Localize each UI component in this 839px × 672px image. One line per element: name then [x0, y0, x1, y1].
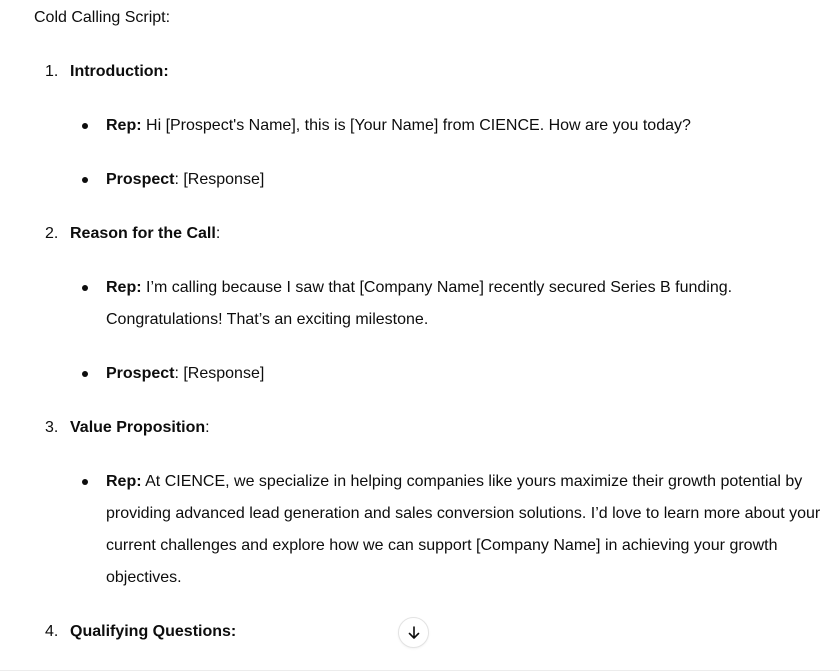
speaker-label: Prospect	[106, 171, 175, 188]
line-text: : [Response]	[174, 365, 265, 382]
list-number: 3.	[45, 419, 59, 436]
list-item	[34, 164, 834, 196]
list-item	[34, 110, 834, 142]
section-title: Introduction:	[70, 63, 169, 80]
arrow-down-icon	[406, 625, 422, 641]
line-text: At CIENCE, we specialize in helping companies like yours maximize their growth potential by providing advanced lead generation and sales conversion solutions. I’d love to learn more about your current challenges and explore how we can support [Company Name] in achieving your growth objectives.	[106, 473, 821, 586]
speaker-label: Prospect	[106, 365, 175, 382]
bullet-icon	[82, 285, 88, 291]
scroll-to-bottom-button[interactable]	[398, 617, 429, 648]
section-heading	[34, 218, 834, 250]
section-heading	[34, 56, 834, 88]
list-item	[34, 466, 834, 594]
speaker-label: Rep:	[106, 117, 142, 134]
message-content	[34, 2, 834, 670]
list-number: 4.	[45, 623, 59, 640]
bullet-icon	[82, 479, 88, 485]
bullet-icon	[82, 371, 88, 377]
speaker-label: Rep:	[106, 473, 142, 490]
bullet-icon	[82, 123, 88, 129]
list-item	[34, 358, 834, 390]
section-title: Value Proposition	[70, 419, 206, 436]
divider	[0, 670, 839, 671]
list-number: 1.	[45, 63, 59, 80]
speaker-label: Rep:	[106, 279, 142, 296]
script-heading: Cold Calling Script:	[34, 9, 171, 26]
title-suffix: :	[205, 419, 210, 436]
list-item	[34, 272, 834, 336]
line-text: : [Response]	[174, 171, 265, 188]
list-number: 2.	[45, 225, 59, 242]
bullet-icon	[82, 177, 88, 183]
section-heading	[34, 616, 834, 648]
section-title: Qualifying Questions:	[70, 623, 237, 640]
line-text: I’m calling because I saw that [Company Name] recently secured Series B funding. Congratulations! That’s an exciting milestone.	[106, 279, 733, 328]
section-heading	[34, 412, 834, 444]
line-text: Hi [Prospect's Name], this is [Your Name] from CIENCE. How are you today?	[141, 117, 691, 134]
section-title: Reason for the Call	[70, 225, 216, 242]
title-suffix: :	[215, 225, 221, 242]
